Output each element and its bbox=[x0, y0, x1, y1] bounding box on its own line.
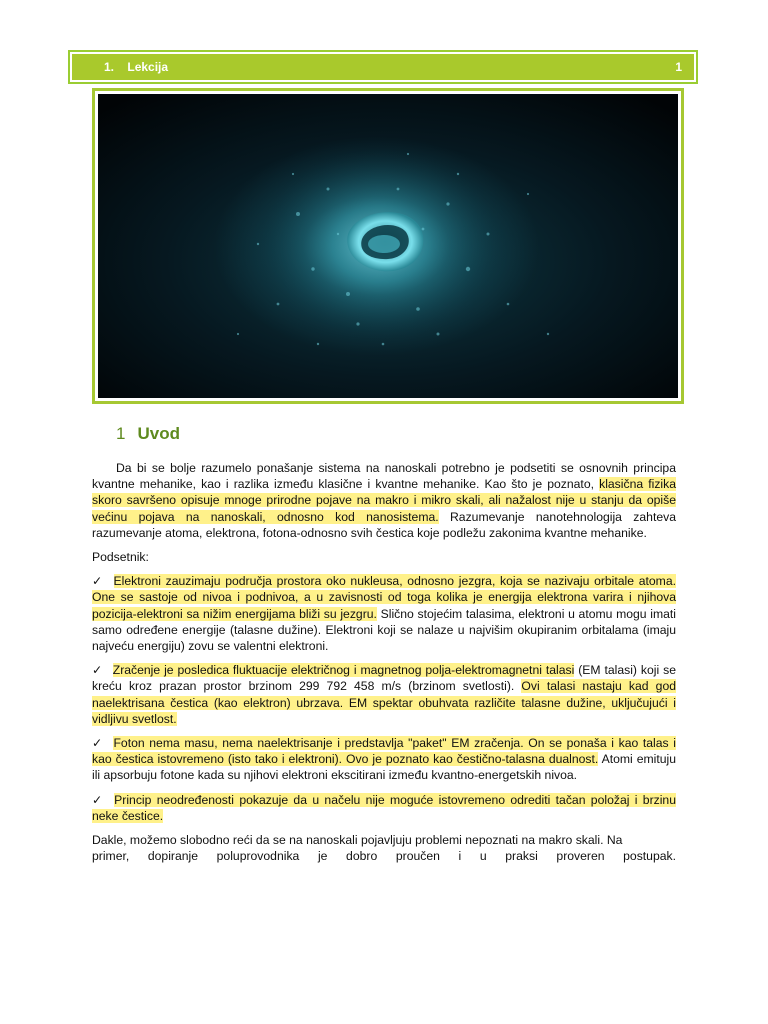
bullet-text: Atomi emituju ili apsorbuju fotone kada su njihovi elektroni ekscitirani između kvantno-energetskih nivoa. bbox=[92, 752, 677, 783]
bullet-highlight-2: Ovi talasi nastaju kad god naelektrisana čestica (kao elektron) ubrzava. EM spektar obuhvata različite talasne dužine, uključujući i vidljivu svetlost. bbox=[92, 679, 676, 726]
chapter-heading bbox=[104, 60, 168, 74]
intro-highlight: klasična fizika skoro savršeno opisuje mnoge prirodne pojave na makro i mikro skali, ali nažalost nije u stanju da opiše većinu pojava na nanoskali, odnosno kod nanosistema. bbox=[92, 477, 676, 524]
section-heading bbox=[116, 424, 180, 444]
closing-paragraph bbox=[92, 832, 676, 864]
chapter-number: 1. bbox=[104, 60, 115, 74]
intro-text-c: Razumevanje nanotehnologija zahteva razumevanje atoma, elektrona, fotona-odnosno svih čestica koje podležu zakonima kvantne mehanike. bbox=[92, 509, 676, 540]
intro-text-a: Da bi se bolje razumelo ponašanje sistema na nanoskali potrebno je podsetiti se osnovnih principa kvantne mehanike, kao i razlika između klasične i kvantne mehanike. Kao što je poznato, bbox=[92, 461, 676, 492]
bullet-highlight: Foton nema masu, nema naelektrisanje i predstavlja "paket" EM zračenja. On se ponaša i kao talas i kao čestica istovremeno (isto tako i elektroni). Ovo je poznato kao čestično-talasna dualnost. bbox=[92, 736, 676, 767]
section-title: Uvod bbox=[137, 424, 180, 443]
closing-line-1: Dakle, možemo slobodno reći da se na nanoskali pojavljuju problemi nepoznati na makro skali. Na bbox=[92, 833, 623, 848]
droplet-illustration bbox=[98, 94, 678, 398]
chapter-title: Lekcija bbox=[127, 60, 169, 74]
bullet-item bbox=[92, 573, 676, 654]
closing-line-2: primer, dopiranje poluprovodnika je dobro proučen i u praksi proveren postupak. bbox=[92, 849, 676, 864]
water-droplet-photo bbox=[98, 94, 678, 398]
body-text bbox=[92, 460, 676, 864]
bullet-item bbox=[92, 792, 676, 824]
checkmark-icon: ✓ bbox=[92, 792, 105, 807]
section-number: 1 bbox=[116, 424, 126, 443]
header-band bbox=[72, 54, 694, 80]
checkmark-icon: ✓ bbox=[92, 574, 104, 589]
checkmark-icon: ✓ bbox=[92, 663, 103, 678]
page-header bbox=[68, 50, 698, 84]
bullet-highlight: Zračenje je posledica fluktuacije električnog i magnetnog polja-elektromagnetni talasi bbox=[112, 663, 575, 678]
bullet-item bbox=[92, 662, 676, 727]
intro-paragraph bbox=[92, 460, 676, 541]
reminder-label: Podsetnik: bbox=[92, 550, 149, 565]
bullet-text: (EM talasi) koji se kreću kroz prazan prostor brzinom 299 792 458 m/s (brzinom svetlosti). bbox=[92, 663, 676, 694]
bullet-item bbox=[92, 735, 676, 784]
bullet-text: Slično stojećim talasima, elektroni u atomu mogu imati samo određene energije (talasne dužine). Elektroni koji se nalaze u najvišim okupiranim orbitalama (imaju najveću energiju) zovu se valentni elektroni. bbox=[92, 606, 677, 654]
checkmark-icon: ✓ bbox=[92, 736, 104, 751]
photo-frame bbox=[92, 88, 684, 404]
bullet-highlight: Elektroni zauzimaju područja prostora oko nukleusa, odnosno jezgra, koja se nazivaju orbitale atoma. One se sastoje od nivoa i podnivoa, a u zavisnosti od toga kolika je energija elektrona varira i njihova pozicija-elektroni sa nižim energijama bliži su jezgru. bbox=[92, 574, 676, 621]
bullet-highlight: Princip neodređenosti pokazuje da u načelu nije moguće istovremeno odrediti tačan položaj i brzinu neke čestice. bbox=[92, 792, 676, 823]
page-number: 1 bbox=[675, 60, 682, 74]
